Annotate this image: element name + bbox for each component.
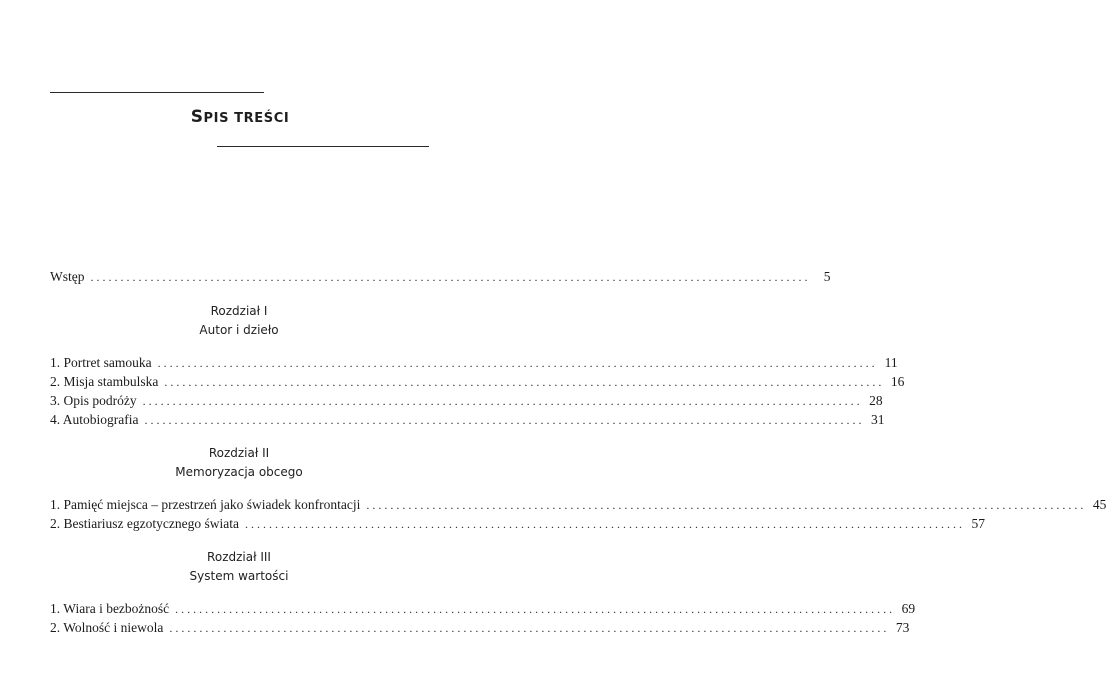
toc-entry-page: 57 <box>971 516 985 531</box>
toc-entry-intro[interactable] <box>50 268 831 286</box>
chapter-1-heading: Rozdział I <box>210 304 268 318</box>
toc-entry-label: 2. Misja stambulska <box>50 374 159 389</box>
title-rest: PIS TREŚCI <box>203 111 290 126</box>
top-decorative-rule <box>50 92 264 93</box>
chapter-2-subtitle: Memoryzacja obcego <box>175 465 303 479</box>
toc-entry-page: 16 <box>890 374 905 389</box>
page-title <box>0 107 480 127</box>
chapter-3-subtitle: System wartości <box>189 569 289 583</box>
toc-entry-label: 1. Pamięć miejsca – przestrzeń jako świadek konfrontacji <box>50 497 361 512</box>
toc-entry[interactable] <box>50 619 910 637</box>
toc-entry-label: 2. Bestiariusz egzotycznego świata <box>50 516 239 531</box>
toc-entry-page: 31 <box>870 412 885 427</box>
toc-entry-page: 11 <box>884 355 898 370</box>
dot-leader: ........................................................................................................................ <box>164 375 885 389</box>
dot-leader: ........................................................................................................................ <box>169 621 890 635</box>
toc-entry-page: 5 <box>823 269 831 284</box>
toc-entry[interactable] <box>50 411 885 429</box>
chapter-1-subtitle: Autor i dzieło <box>199 323 279 337</box>
toc-entry[interactable] <box>50 600 916 618</box>
dot-leader: ........................................................................................................................ <box>144 413 865 427</box>
dot-leader: ........................................................................................................................ <box>244 517 965 531</box>
dot-leader: ........................................................................................................................ <box>366 498 1087 512</box>
dot-leader: ........................................................................................................................ <box>175 602 896 616</box>
toc-entry[interactable] <box>50 354 898 372</box>
toc-entry-label: 1. Wiara i bezbożność <box>50 601 170 616</box>
toc-entry-label: 3. Opis podróży <box>50 393 137 408</box>
toc-entry-label: Wstęp <box>50 269 85 284</box>
toc-entry[interactable] <box>50 392 883 410</box>
toc-entry-label: 2. Wolność i niewola <box>50 620 164 635</box>
toc-entry[interactable] <box>50 496 1106 514</box>
toc-entry[interactable] <box>50 515 985 533</box>
title-initial: S <box>190 107 204 127</box>
toc-entry-label: 1. Portret samouka <box>50 355 152 370</box>
dot-leader: ........................................................................................................................ <box>157 356 878 370</box>
chapter-2-heading: Rozdział II <box>208 446 270 460</box>
toc-entry-page: 28 <box>869 393 883 408</box>
chapter-3-heading: Rozdział III <box>207 550 271 564</box>
dot-leader: ........................................................................................................................ <box>142 394 863 408</box>
toc-entry-page: 73 <box>895 620 910 635</box>
toc-entry-label: 4. Autobiografia <box>50 412 139 427</box>
toc-entry-page: 69 <box>901 601 916 616</box>
toc-entry-page: 45 <box>1092 497 1106 512</box>
toc-entry[interactable] <box>50 373 905 391</box>
bottom-decorative-rule <box>217 146 429 147</box>
dot-leader: ........................................................................................................................ <box>90 270 811 284</box>
